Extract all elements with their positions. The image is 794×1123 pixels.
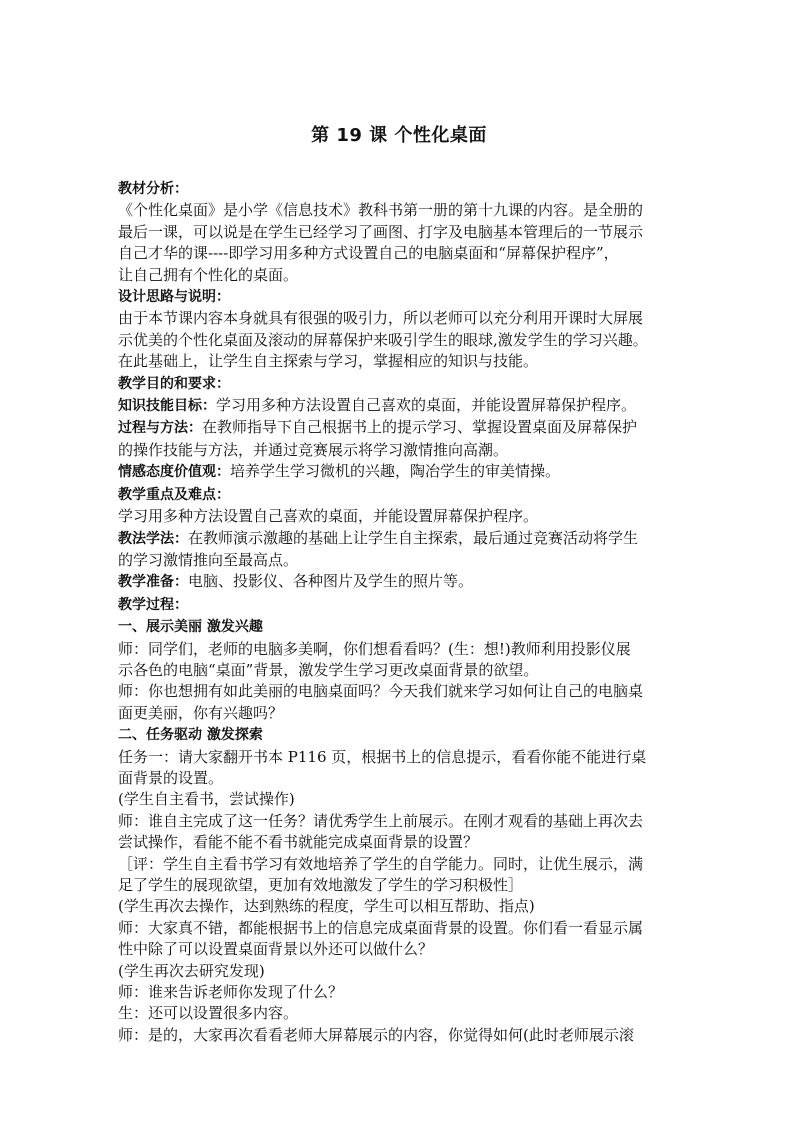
- paragraph-text: (学生再次去研究发现): [118, 961, 265, 980]
- paragraph-line: [118, 982, 680, 1003]
- section-heading: [118, 373, 680, 395]
- paragraph-line: [118, 1025, 680, 1046]
- paragraph-text: 师：你也想拥有如此美丽的电脑桌面吗？今天我们就来学习如何让自己的电脑桌: [118, 682, 644, 701]
- paragraph-text: 师：谁自主完成了这一任务？请优秀学生上前展示。在刚才观看的基础上再次去: [118, 811, 644, 830]
- paragraph-text: 学习用多种方法设置自己喜欢的桌面，并能设置屏幕保护程序。: [216, 396, 637, 415]
- paragraph-text: ［评：学生自主看书学习有效地培养了学生的自学能力。同时，让优生展示，满: [118, 854, 644, 873]
- paragraph-line: [118, 703, 680, 724]
- section-heading: [118, 616, 680, 638]
- paragraph-line: [118, 747, 680, 768]
- labeled-paragraph-line: [118, 528, 680, 550]
- labeled-paragraph-line: [118, 461, 680, 483]
- document-page: [118, 124, 680, 1046]
- paragraph-line: [118, 639, 680, 660]
- section-heading: [118, 724, 680, 746]
- paragraph-text: 让自己拥有个性化的桌面。: [118, 265, 299, 284]
- paragraph-line: [118, 768, 680, 789]
- paragraph-line: [118, 789, 680, 810]
- paragraph-text: 示优美的个性化桌面及滚动的屏幕保护来吸引学生的眼球,激发学生的学习兴趣。: [118, 330, 648, 349]
- section-heading: [118, 178, 680, 200]
- paragraph-text: 《个性化桌面》是小学《信息技术》教科书第一册的第十九课的内容。是全册的: [118, 201, 644, 220]
- section-heading: [118, 484, 680, 506]
- paragraph-text: 足了学生的展现欲望，更加有效地激发了学生的学习积极性］: [118, 876, 524, 894]
- paragraph-text: 任务一：请大家翻开书本 P116 页，根据书上的信息提示，看看你能不能进行桌: [118, 747, 647, 766]
- paragraph-text: 生：还可以设置很多内容。: [118, 1004, 299, 1023]
- paragraph-text: 师：大家真不错，都能根据书上的信息完成桌面背景的设置。你们看一看显示属: [118, 918, 644, 937]
- lead-label: 教学准备：: [118, 574, 188, 591]
- paragraph-text: 由于本节课内容本身就具有很强的吸引力，所以老师可以充分利用开课时大屏展: [118, 309, 644, 328]
- lead-label: 情感态度价值观：: [118, 464, 230, 481]
- paragraph-line: [118, 308, 680, 329]
- paragraph-line: [118, 330, 680, 351]
- paragraph-line: [118, 681, 680, 702]
- paragraph-line: [118, 351, 680, 372]
- lead-label: 教法学法：: [118, 530, 188, 547]
- paragraph-text: 师：谁来告诉老师你发现了什么？: [118, 983, 344, 1002]
- paragraph-text: 最后一课，可以说是在学生已经学习了画图、打字及电脑基本管理后的一节展示: [118, 222, 644, 241]
- paragraph-text: 示各色的电脑“桌面”背景，激发学生学习更改桌面背景的欲望。: [118, 660, 539, 679]
- paragraph-line: [118, 265, 680, 286]
- paragraph-line: [118, 832, 680, 853]
- paragraph-text: 自己才华的课----即学习用多种方式设置自己的电脑桌面和“屏幕保护程序”，: [118, 244, 619, 263]
- paragraph-line: [118, 811, 680, 832]
- section-heading: [118, 286, 680, 308]
- paragraph-line: [118, 440, 680, 461]
- paragraph-line: [118, 918, 680, 939]
- paragraph-text: 师：同学们，老师的电脑多美啊，你们想看看吗？(生：想!)教师利用投影仪展: [118, 639, 631, 658]
- paragraph-text: 电脑、投影仪、各种图片及学生的照片等。: [188, 572, 474, 591]
- paragraph-line: [118, 243, 680, 264]
- paragraph-line: [118, 506, 680, 527]
- paragraph-line: [118, 550, 680, 571]
- paragraph-text: 在教师指导下自己根据书上的提示学习、掌握设置桌面及屏幕保护: [202, 418, 638, 437]
- lesson-content: [118, 178, 680, 1046]
- paragraph-text: 师：是的，大家再次看看老师大屏幕展示的内容，你觉得如何(此时老师展示滚: [118, 1025, 634, 1044]
- paragraph-text: 的操作技能与方法，并通过竞赛展示将学习激情推向高潮。: [118, 440, 509, 459]
- paragraph-text: (学生再次去操作，达到熟练的程度，学生可以相互帮助、指点): [118, 897, 535, 916]
- paragraph-line: [118, 222, 680, 243]
- heading-text: 教学重点及难点：: [118, 486, 230, 503]
- paragraph-text: 学习用多种方法设置自己喜欢的桌面，并能设置屏幕保护程序。: [118, 507, 539, 526]
- paragraph-text: 在此基础上，让学生自主探索与学习，掌握相应的知识与技能。: [118, 352, 539, 371]
- lead-label: 过程与方法：: [118, 420, 202, 437]
- paragraph-text: 的学习激情推向至最高点。: [118, 550, 299, 569]
- heading-text: 二、任务驱动 激发探索: [118, 727, 263, 744]
- paragraph-text: 性中除了可以设置桌面背景以外还可以做什么？: [118, 940, 434, 959]
- paragraph-text: 在教师演示激趣的基础上让学生自主探索，最后通过竞赛活动将学生: [188, 528, 639, 547]
- lead-label: 知识技能目标：: [118, 398, 216, 415]
- paragraph-line: [118, 939, 680, 960]
- paragraph-line: [118, 1003, 680, 1024]
- paragraph-text: (学生自主看书，尝试操作): [118, 790, 295, 809]
- labeled-paragraph-line: [118, 395, 680, 417]
- paragraph-line: [118, 200, 680, 221]
- lesson-title: 第 19 课 个性化桌面: [311, 125, 487, 146]
- paragraph-line: [118, 854, 680, 875]
- heading-text: 设计思路与说明：: [118, 289, 230, 306]
- section-heading: [118, 594, 680, 616]
- paragraph-text: 培养学生学习微机的兴趣，陶冶学生的审美情操。: [230, 462, 561, 481]
- heading-text: 教材分析：: [118, 181, 188, 197]
- paragraph-line: [118, 875, 680, 896]
- paragraph-line: [118, 660, 680, 681]
- paragraph-text: 面背景的设置。: [118, 768, 224, 787]
- paragraph-line: [118, 896, 680, 917]
- labeled-paragraph-line: [118, 571, 680, 593]
- paragraph-text: 尝试操作，看能不能不看书就能完成桌面背景的设置？: [118, 833, 479, 852]
- paragraph-text: 面更美丽，你有兴趣吗？: [118, 703, 284, 722]
- heading-text: 教学过程：: [118, 596, 188, 613]
- heading-text: 教学目的和要求：: [118, 375, 230, 392]
- heading-text: 一、展示美丽 激发兴趣: [118, 619, 263, 636]
- paragraph-line: [118, 961, 680, 982]
- labeled-paragraph-line: [118, 417, 680, 439]
